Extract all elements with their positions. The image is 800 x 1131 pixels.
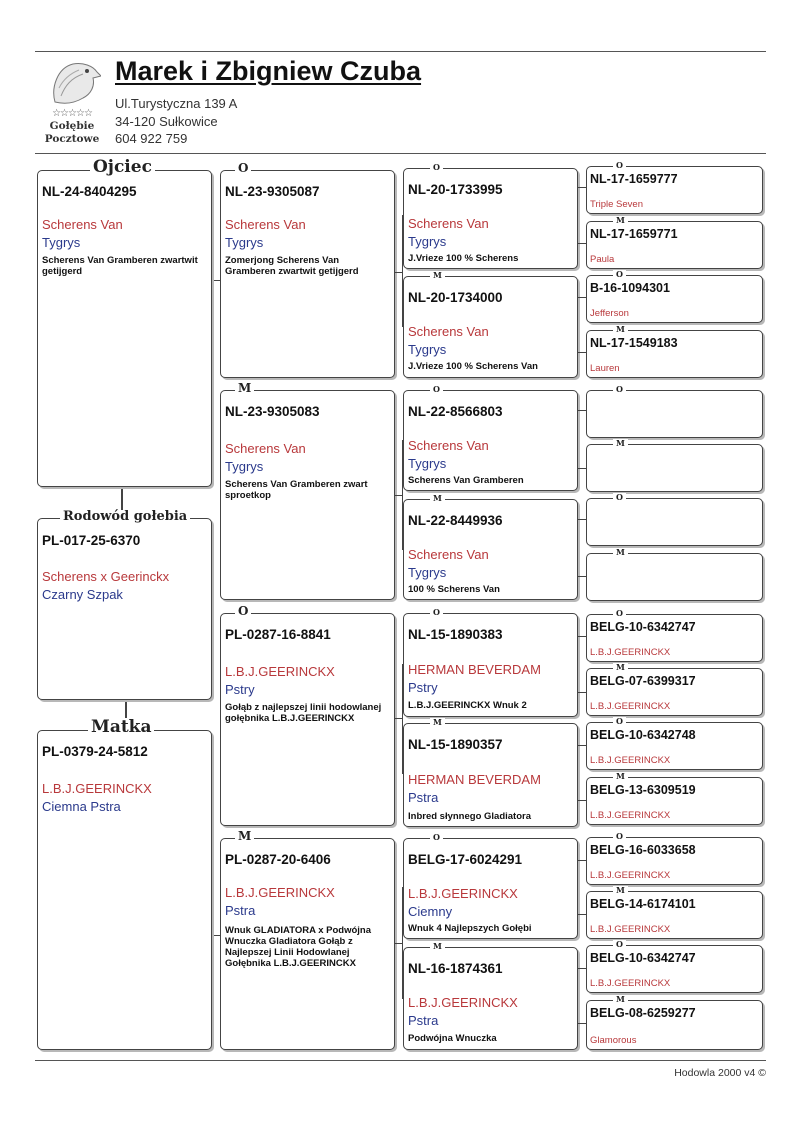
footer-credit: Hodowla 2000 v4 © <box>674 1067 766 1079</box>
mother-breed: L.B.J.GEERINCKX <box>42 781 152 796</box>
gen3-card <box>403 832 578 939</box>
connector <box>578 745 586 746</box>
dam-label: M <box>613 995 628 1004</box>
gen2-card <box>220 161 395 378</box>
dam-label: M <box>430 271 445 280</box>
subject-breed: Scherens x Geerinckx <box>42 569 170 584</box>
gen4-card <box>586 662 763 716</box>
father-description: Scherens Van Gramberen zwartwit getijgerd <box>42 255 198 277</box>
gen4-card <box>586 885 763 939</box>
gen2-description: Scherens Van Gramberen zwart sproetkop <box>225 479 368 501</box>
subject-card <box>37 509 212 700</box>
gen3-color: Tygrys <box>408 342 447 357</box>
gen4-name: L.B.J.GEERINCKX <box>590 647 671 658</box>
gen3-number: NL-16-1874361 <box>408 961 503 976</box>
gen3-color: Pstra <box>408 790 439 805</box>
gen4-card <box>586 547 763 601</box>
father-label: Ojciec <box>90 158 155 176</box>
gen3-breed: L.B.J.GEERINCKX <box>408 995 518 1010</box>
sire-label: O <box>430 163 443 172</box>
gen4-number: NL-17-1659771 <box>590 227 678 241</box>
connector <box>578 636 586 637</box>
logo <box>37 58 107 148</box>
gen2-breed: L.B.J.GEERINCKX <box>225 885 335 900</box>
gen3-breed: Scherens Van <box>408 216 489 231</box>
connector <box>578 297 586 298</box>
gen3-number: NL-15-1890383 <box>408 627 503 642</box>
gen2-color: Pstry <box>225 682 255 697</box>
gen2-number: NL-23-9305083 <box>225 404 320 419</box>
gen4-name: L.B.J.GEERINCKX <box>590 701 671 712</box>
gen4-number: B-16-1094301 <box>590 281 670 295</box>
logo-text-line1: Gołębie <box>49 120 95 132</box>
gen3-description: Inbred słynnego Gladiatora <box>408 811 531 822</box>
connector <box>578 860 586 861</box>
gen3-description: Wnuk 4 Najlepszych Gołębi <box>408 923 532 934</box>
address-line1: Ul.Turystyczna 139 A <box>115 96 238 111</box>
connector <box>578 692 586 693</box>
connector <box>212 280 220 281</box>
gen3-card <box>403 941 578 1050</box>
gen3-card <box>403 384 578 491</box>
subject-number: PL-017-25-6370 <box>42 533 141 548</box>
phone-number: 604 922 759 <box>115 131 188 146</box>
sire-label: O <box>613 161 626 170</box>
sire-label: O <box>613 717 626 726</box>
gen2-number: NL-23-9305087 <box>225 184 320 199</box>
sire-label: O <box>613 940 626 949</box>
gen4-name: L.B.J.GEERINCKX <box>590 870 671 881</box>
gen4-name: Glamorous <box>590 1035 637 1046</box>
gen2-breed: Scherens Van <box>225 217 306 232</box>
dam-label: M <box>235 829 254 843</box>
top-rule <box>35 51 766 52</box>
gen4-name: Lauren <box>590 363 620 374</box>
dam-label: M <box>430 718 445 727</box>
sire-label: O <box>613 493 626 502</box>
gen3-breed: HERMAN BEVERDAM <box>408 662 541 677</box>
connector <box>578 352 586 353</box>
gen4-number: NL-17-1659777 <box>590 172 678 186</box>
dam-label: M <box>613 439 628 448</box>
gen3-description: 100 % Scherens Van <box>408 584 500 595</box>
gen3-description: J.Vrieze 100 % Scherens <box>408 253 519 264</box>
gen4-name: L.B.J.GEERINCKX <box>590 810 671 821</box>
gen4-number: BELG-07-6399317 <box>590 674 696 688</box>
gen4-number: BELG-13-6309519 <box>590 783 696 797</box>
gen4-number: BELG-10-6342748 <box>590 728 696 742</box>
gen4-card <box>586 438 763 492</box>
gen3-card <box>403 607 578 717</box>
gen3-number: NL-22-8449936 <box>408 513 503 528</box>
sire-label: O <box>613 385 626 394</box>
gen4-name: L.B.J.GEERINCKX <box>590 755 671 766</box>
gen2-description: Wnuk GLADIATORA x Podwójna Wnuczka Gladiatora Gołąb z Najlepszej Linii Hodowlanej Gołębnika L.B.J.GEERINCKX <box>225 925 372 969</box>
gen3-card <box>403 717 578 827</box>
connector <box>578 968 586 969</box>
connector <box>212 935 220 936</box>
address-line2: 34-120 Sułkowice <box>115 114 218 129</box>
gen4-name: L.B.J.GEERINCKX <box>590 924 671 935</box>
header-rule <box>35 153 766 154</box>
gen2-color: Tygrys <box>225 235 264 250</box>
connector <box>578 410 586 411</box>
gen4-card <box>586 831 763 885</box>
gen2-number: PL-0287-16-8841 <box>225 627 331 642</box>
gen3-breed: Scherens Van <box>408 547 489 562</box>
gen4-card <box>586 215 763 269</box>
gen4-card <box>586 608 763 662</box>
logo-stars: ☆☆☆☆☆ <box>52 108 92 119</box>
connector <box>578 468 586 469</box>
gen4-name: Jefferson <box>590 308 629 319</box>
dam-label: M <box>613 325 628 334</box>
gen4-card <box>586 324 763 378</box>
gen3-breed: Scherens Van <box>408 324 489 339</box>
sire-label: O <box>235 161 251 175</box>
gen4-card <box>586 492 763 546</box>
gen3-description: J.Vrieze 100 % Scherens Van <box>408 361 538 372</box>
gen4-card <box>586 384 763 438</box>
dam-label: M <box>235 381 254 395</box>
dam-label: M <box>430 942 445 951</box>
pigeon-head-icon <box>49 58 101 108</box>
mother-color: Ciemna Pstra <box>42 799 121 814</box>
gen3-color: Tygrys <box>408 234 447 249</box>
gen2-color: Pstra <box>225 903 256 918</box>
connector <box>578 914 586 915</box>
gen4-number: BELG-14-6174101 <box>590 897 696 911</box>
gen3-color: Pstry <box>408 680 438 695</box>
father-breed: Scherens Van <box>42 217 123 232</box>
gen4-number: BELG-08-6259277 <box>590 1006 696 1020</box>
sire-label: O <box>613 609 626 618</box>
gen3-breed: HERMAN BEVERDAM <box>408 772 541 787</box>
dam-label: M <box>613 663 628 672</box>
owner-name: Marek i Zbigniew Czuba <box>115 56 422 86</box>
gen3-card <box>403 493 578 600</box>
connector <box>578 576 586 577</box>
dam-label: M <box>613 216 628 225</box>
gen2-breed: Scherens Van <box>225 441 306 456</box>
dam-label: M <box>613 772 628 781</box>
connector <box>578 519 586 520</box>
gen3-number: NL-15-1890357 <box>408 737 503 752</box>
connector <box>578 800 586 801</box>
sire-label: O <box>430 833 443 842</box>
gen3-breed: L.B.J.GEERINCKX <box>408 886 518 901</box>
gen4-number: NL-17-1549183 <box>590 336 678 350</box>
gen4-name: Paula <box>590 254 615 265</box>
sire-label: O <box>430 608 443 617</box>
connector <box>578 1023 586 1024</box>
gen3-number: BELG-17-6024291 <box>408 852 523 867</box>
gen4-number: BELG-10-6342747 <box>590 951 696 965</box>
gen3-card <box>403 162 578 269</box>
gen3-color: Tygrys <box>408 456 447 471</box>
gen3-description: Podwójna Wnuczka <box>408 1033 497 1044</box>
gen4-card <box>586 994 763 1050</box>
mother-label: Matka <box>88 718 154 736</box>
gen3-card <box>403 270 578 378</box>
subject-label: Rodowód gołebia <box>60 510 190 524</box>
father-card <box>37 157 212 487</box>
gen4-number: BELG-16-6033658 <box>590 843 696 857</box>
sire-label: O <box>613 270 626 279</box>
father-color: Tygrys <box>42 235 81 250</box>
gen4-name: Triple Seven <box>590 199 643 210</box>
gen2-number: PL-0287-20-6406 <box>225 852 331 867</box>
sire-label: O <box>430 385 443 394</box>
subject-color: Czarny Szpak <box>42 587 123 602</box>
father-number: NL-24-8404295 <box>42 184 137 199</box>
gen4-card <box>586 716 763 770</box>
gen3-number: NL-20-1734000 <box>408 290 503 305</box>
connector <box>578 187 586 188</box>
mother-card <box>37 717 212 1050</box>
gen4-card <box>586 269 763 323</box>
logo-text-line2: Pocztowe <box>44 133 100 145</box>
sire-label: O <box>613 832 626 841</box>
bottom-rule <box>35 1060 766 1061</box>
gen2-color: Tygrys <box>225 459 264 474</box>
gen3-color: Pstra <box>408 1013 439 1028</box>
gen3-breed: Scherens Van <box>408 438 489 453</box>
dam-label: M <box>430 494 445 503</box>
gen4-number: BELG-10-6342747 <box>590 620 696 634</box>
gen4-name: L.B.J.GEERINCKX <box>590 978 671 989</box>
gen2-card <box>220 381 395 600</box>
gen3-color: Tygrys <box>408 565 447 580</box>
gen2-description: Zomerjong Scherens Van Gramberen zwartwit getijgerd <box>225 255 359 277</box>
gen4-card <box>586 160 763 214</box>
gen2-breed: L.B.J.GEERINCKX <box>225 664 335 679</box>
gen3-number: NL-22-8566803 <box>408 404 503 419</box>
gen2-card <box>220 829 395 1050</box>
connector <box>578 243 586 244</box>
gen2-card <box>220 604 395 826</box>
gen3-description: L.B.J.GEERINCKX Wnuk 2 <box>408 700 527 711</box>
gen3-number: NL-20-1733995 <box>408 182 503 197</box>
gen3-color: Ciemny <box>408 904 453 919</box>
dam-label: M <box>613 886 628 895</box>
sire-label: O <box>235 604 251 618</box>
gen4-card <box>586 939 763 993</box>
gen4-card <box>586 771 763 825</box>
gen2-description: Gołąb z najlepszej linii hodowlanej gołębnika L.B.J.GEERINCKX <box>225 702 382 724</box>
dam-label: M <box>613 548 628 557</box>
mother-number: PL-0379-24-5812 <box>42 744 148 759</box>
gen3-description: Scherens Van Gramberen <box>408 475 524 486</box>
